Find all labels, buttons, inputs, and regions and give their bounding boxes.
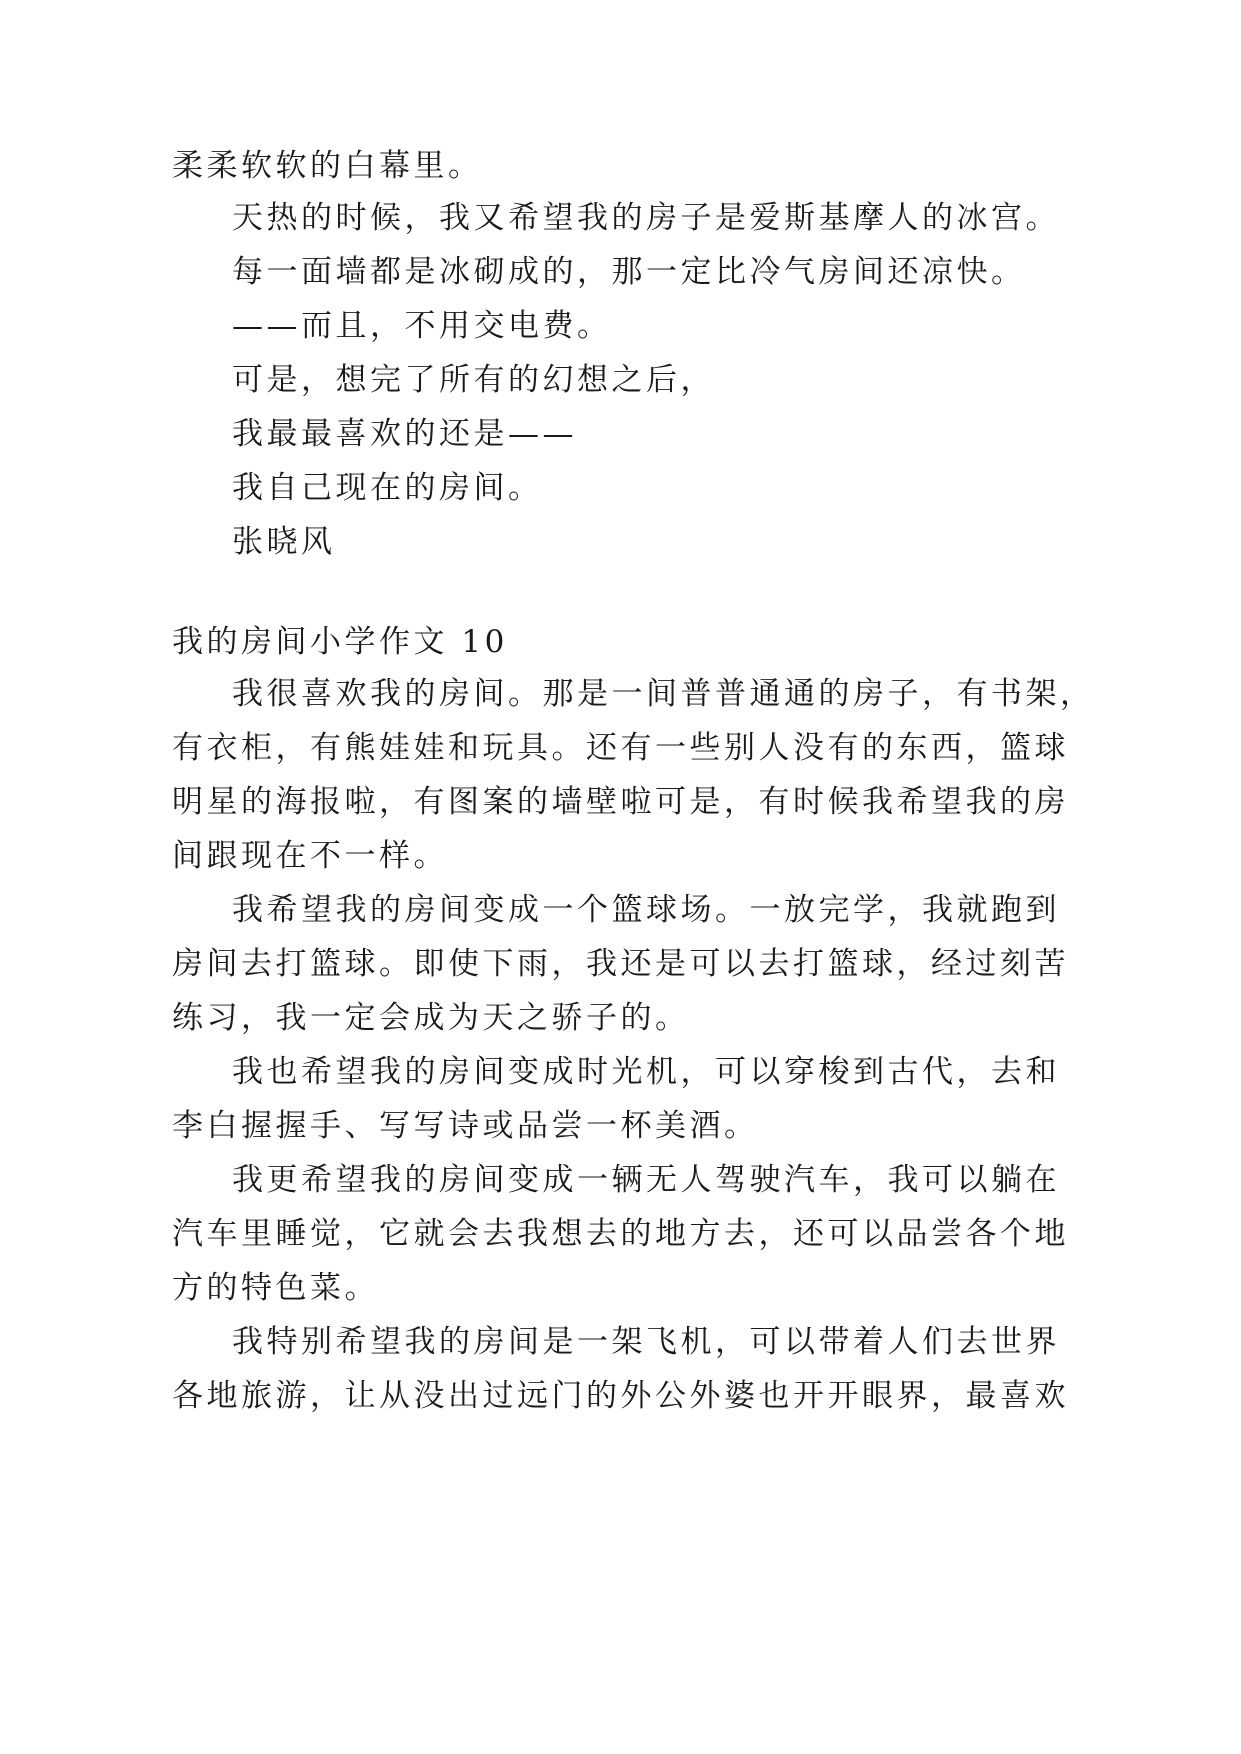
paragraph-line: 方的特色菜。 bbox=[172, 1270, 379, 1306]
poem-line: ——而且，不用交电费。 bbox=[232, 308, 612, 344]
paragraph-line: 我也希望我的房间变成时光机，可以穿梭到古代，去和 bbox=[232, 1054, 1060, 1090]
paragraph-line: 各地旅游，让从没出过远门的外公外婆也开开眼界，最喜欢 bbox=[172, 1378, 1069, 1414]
poem-line: 我自己现在的房间。 bbox=[232, 470, 543, 506]
paragraph-line: 李白握握手、写写诗或品尝一杯美酒。 bbox=[172, 1108, 759, 1144]
poem-author: 张晓风 bbox=[232, 524, 336, 560]
poem-line: 可是，想完了所有的幻想之后， bbox=[232, 362, 715, 398]
poem-line: 每一面墙都是冰砌成的，那一定比冷气房间还凉快。 bbox=[232, 254, 1026, 290]
paragraph-line: 汽车里睡觉，它就会去我想去的地方去，还可以品尝各个地 bbox=[172, 1216, 1069, 1252]
poem-line: 天热的时候，我又希望我的房子是爱斯基摩人的冰宫。 bbox=[232, 200, 1060, 236]
paragraph-line: 房间去打篮球。即使下雨，我还是可以去打篮球，经过刻苦 bbox=[172, 946, 1069, 982]
paragraph-line: 练习，我一定会成为天之骄子的。 bbox=[172, 1000, 690, 1036]
paragraph-line: 间跟现在不一样。 bbox=[172, 838, 448, 874]
paragraph-line: 我希望我的房间变成一个篮球场。一放完学，我就跑到 bbox=[232, 892, 1060, 928]
paragraph-line: 我很喜欢我的房间。那是一间普普通通的房子，有书架， bbox=[232, 676, 1095, 712]
poem-line: 我最最喜欢的还是—— bbox=[232, 416, 577, 452]
paragraph-line: 我更希望我的房间变成一辆无人驾驶汽车，我可以躺在 bbox=[232, 1162, 1060, 1198]
paragraph-line: 有衣柜，有熊娃娃和玩具。还有一些别人没有的东西，篮球 bbox=[172, 730, 1069, 766]
paragraph-line: 明星的海报啦，有图案的墙壁啦可是，有时候我希望我的房 bbox=[172, 784, 1069, 820]
article-title: 我的房间小学作文 10 bbox=[172, 624, 508, 660]
paragraph-line: 我特别希望我的房间是一架飞机，可以带着人们去世界 bbox=[232, 1324, 1060, 1360]
text-line: 柔柔软软的白幕里。 bbox=[172, 148, 483, 184]
